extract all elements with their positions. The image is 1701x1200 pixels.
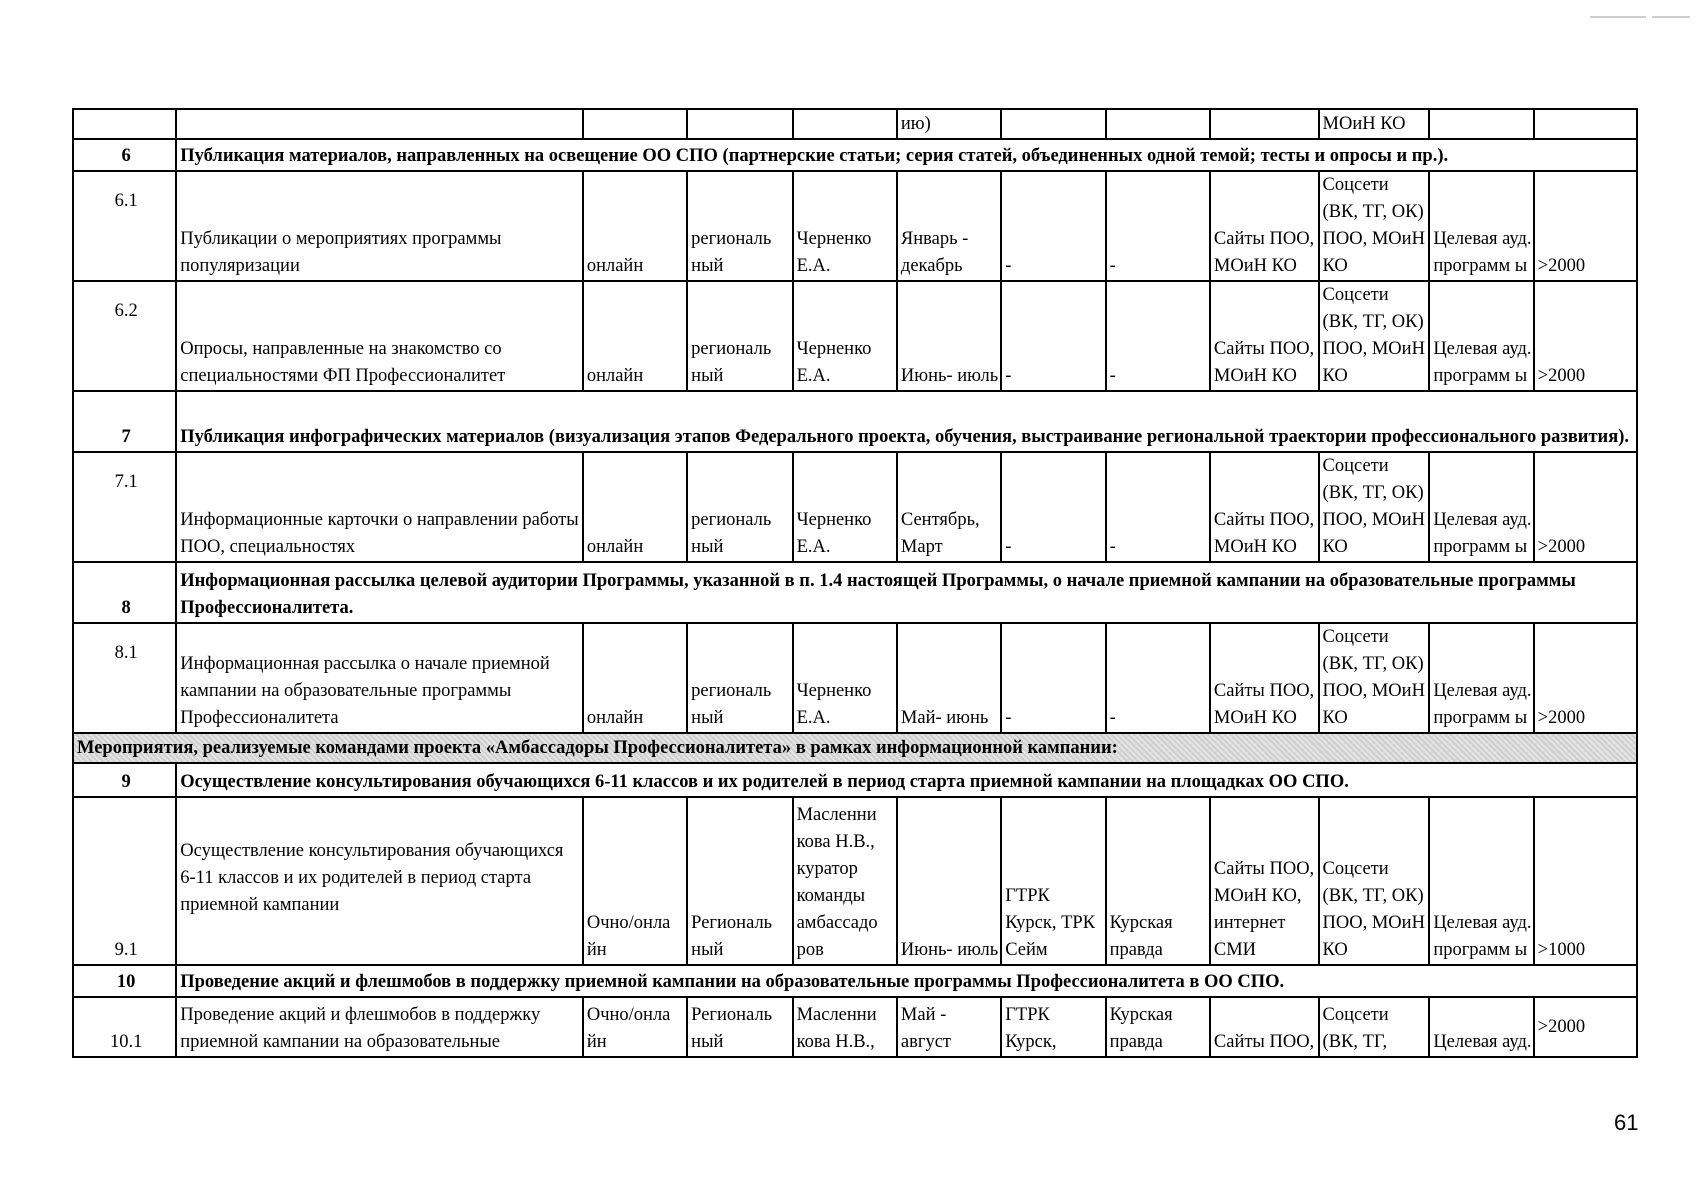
row-number: 6.2 <box>73 281 176 391</box>
cell-media1: Сайты ПОО, МОиН КО <box>1210 281 1319 391</box>
cell-responsible: Черненко Е.А. <box>793 623 897 733</box>
cell-media1: Сайты ПОО, МОиН КО <box>1210 623 1319 733</box>
cell-audience: Целевая ауд. <box>1429 997 1533 1057</box>
scan-marks <box>1590 16 1700 18</box>
cell-format: онлайн <box>583 452 687 562</box>
cell-title: Осуществление консультирования обучающихся 6-11 классов и их родителей в период старта приемной кампании <box>176 797 583 965</box>
cell-level: региональ ный <box>687 171 792 281</box>
cell-level: Региональ ный <box>687 797 792 965</box>
cell <box>176 109 583 139</box>
table-row-group <box>73 139 1637 171</box>
cell-responsible: Черненко Е.А. <box>793 171 897 281</box>
cell-c6: - <box>1001 623 1105 733</box>
cell-audience: Целевая ауд. программ ы <box>1429 623 1533 733</box>
cell-format: онлайн <box>583 281 687 391</box>
cell-responsible: Масленни кова Н.В., куратор команды амбассадо ров <box>793 797 897 965</box>
table-row-group <box>73 965 1637 997</box>
cell-reach: >2000 <box>1534 623 1637 733</box>
cell <box>1429 109 1533 139</box>
cell-format: Очно/онла йн <box>583 997 687 1057</box>
cell-date: Май - август <box>897 997 1001 1057</box>
cell-title: Информационные карточки о направлении работы ПОО, специальностях <box>176 452 583 562</box>
cell <box>73 109 176 139</box>
cell-level: Региональ ный <box>687 997 792 1057</box>
cell-c6: - <box>1001 281 1105 391</box>
row-number: 6.1 <box>73 171 176 281</box>
cell-c7: - <box>1106 281 1210 391</box>
cell-date: Июнь- июль <box>897 281 1001 391</box>
row-number: 6 <box>73 139 176 171</box>
table-row <box>73 171 1637 281</box>
cell <box>1001 109 1105 139</box>
cell <box>793 109 897 139</box>
group-title: Проведение акций и флешмобов в поддержку приемной кампании на образовательные программы Профессионалитета в ОО СПО. <box>176 965 1637 997</box>
row-number: 10.1 <box>73 997 176 1057</box>
cell-title: Информационная рассылка о начале приемной кампании на образовательные программы Профессионалитета <box>176 623 583 733</box>
group-title: Осуществление консультирования обучающихся 6-11 классов и их родителей в период старта приемной кампании на площадках ОО СПО. <box>176 763 1637 797</box>
cell-responsible: Масленни кова Н.В., <box>793 997 897 1057</box>
cell-level: региональ ный <box>687 452 792 562</box>
table-row-group <box>73 562 1637 623</box>
cell-c7: - <box>1106 171 1210 281</box>
row-number: 7 <box>73 391 176 452</box>
cell-level: региональ ный <box>687 623 792 733</box>
cell-c6: ГТРК Курск, <box>1001 997 1105 1057</box>
cell-reach: >1000 <box>1534 797 1637 965</box>
cell-c7: - <box>1106 452 1210 562</box>
plan-table <box>72 108 1638 1058</box>
cell-reach: >2000 <box>1534 281 1637 391</box>
table-row-group <box>73 391 1637 452</box>
cell-media2: Соцсети (ВК, ТГ, <box>1319 997 1430 1057</box>
cell-date: Сентябрь, Март <box>897 452 1001 562</box>
cell <box>583 109 687 139</box>
row-number: 8.1 <box>73 623 176 733</box>
cell-media2: Соцсети (ВК, ТГ, ОК) ПОО, МОиН КО <box>1319 797 1430 965</box>
section-title: Мероприятия, реализуемые командами проекта «Амбассадоры Профессионалитета» в рамках информационной кампании: <box>73 733 1637 763</box>
cell <box>1534 109 1637 139</box>
cell-date: Июнь- июль <box>897 797 1001 965</box>
group-title: Информационная рассылка целевой аудитории Программы, указанной в п. 1.4 настоящей Программы, о начале приемной кампании на образовательные программы Профессионалитета. <box>176 562 1637 623</box>
cell-title: Проведение акций и флешмобов в поддержку приемной кампании на образовательные <box>176 997 583 1057</box>
cell <box>687 109 792 139</box>
cell-title: Публикации о мероприятиях программы популяризации <box>176 171 583 281</box>
cell-c6: - <box>1001 452 1105 562</box>
cell-c7: - <box>1106 623 1210 733</box>
cell-format: Очно/онла йн <box>583 797 687 965</box>
cell-media1: Сайты ПОО, МОиН КО <box>1210 171 1319 281</box>
cell-c7: Курская правда <box>1106 797 1210 965</box>
cell-date: Май- июнь <box>897 623 1001 733</box>
page-number: 61 <box>1614 1110 1639 1135</box>
row-number: 7.1 <box>73 452 176 562</box>
cell-reach: >2000 <box>1534 452 1637 562</box>
row-number: 9 <box>73 763 176 797</box>
cell-media2: Соцсети (ВК, ТГ, ОК) ПОО, МОиН КО <box>1319 171 1430 281</box>
table-row <box>73 281 1637 391</box>
cell-c6: - <box>1001 171 1105 281</box>
cell <box>1210 109 1319 139</box>
cell-c7: Курская правда <box>1106 997 1210 1057</box>
cell-responsible: Черненко Е.А. <box>793 452 897 562</box>
group-title: Публикация инфографических материалов (визуализация этапов Федерального проекта, обучения, выстраивание региональной траектории профессионального развития). <box>176 391 1637 452</box>
cell-media1: Сайты ПОО, <box>1210 997 1319 1057</box>
group-title: Публикация материалов, направленных на освещение ОО СПО (партнерские статьи; серия статей, объединенных одной темой; тесты и опросы и пр.). <box>176 139 1637 171</box>
table-row-section <box>73 733 1637 763</box>
cell-date: ию) <box>897 109 1001 139</box>
cell-responsible: Черненко Е.А. <box>793 281 897 391</box>
table-row-group <box>73 763 1637 797</box>
row-number: 8 <box>73 562 176 623</box>
cell-reach: >2000 <box>1534 997 1637 1057</box>
cell-format: онлайн <box>583 171 687 281</box>
cell-media2: МОиН КО <box>1319 109 1430 139</box>
row-number: 9.1 <box>73 797 176 965</box>
cell-media1: Сайты ПОО, МОиН КО, интернет СМИ <box>1210 797 1319 965</box>
cell-media2: Соцсети (ВК, ТГ, ОК) ПОО, МОиН КО <box>1319 623 1430 733</box>
cell-title: Опросы, направленные на знакомство со специальностями ФП Профессионалитет <box>176 281 583 391</box>
cell-media2: Соцсети (ВК, ТГ, ОК) ПОО, МОиН КО <box>1319 452 1430 562</box>
cell-c6: ГТРК Курск, ТРК Сейм <box>1001 797 1105 965</box>
cell-date: Январь - декабрь <box>897 171 1001 281</box>
cell-audience: Целевая ауд. программ ы <box>1429 281 1533 391</box>
table-row <box>73 797 1637 965</box>
cell-audience: Целевая ауд. программ ы <box>1429 797 1533 965</box>
table-row <box>73 452 1637 562</box>
cell-level: региональ ный <box>687 281 792 391</box>
table-row <box>73 623 1637 733</box>
cell-media2: Соцсети (ВК, ТГ, ОК) ПОО, МОиН КО <box>1319 281 1430 391</box>
row-number: 10 <box>73 965 176 997</box>
cell-reach: >2000 <box>1534 171 1637 281</box>
cell <box>1106 109 1210 139</box>
table-row <box>73 997 1637 1057</box>
cell-audience: Целевая ауд. программ ы <box>1429 452 1533 562</box>
cell-media1: Сайты ПОО, МОиН КО <box>1210 452 1319 562</box>
cell-audience: Целевая ауд. программ ы <box>1429 171 1533 281</box>
cell-format: онлайн <box>583 623 687 733</box>
table-row-continuation <box>73 109 1637 139</box>
